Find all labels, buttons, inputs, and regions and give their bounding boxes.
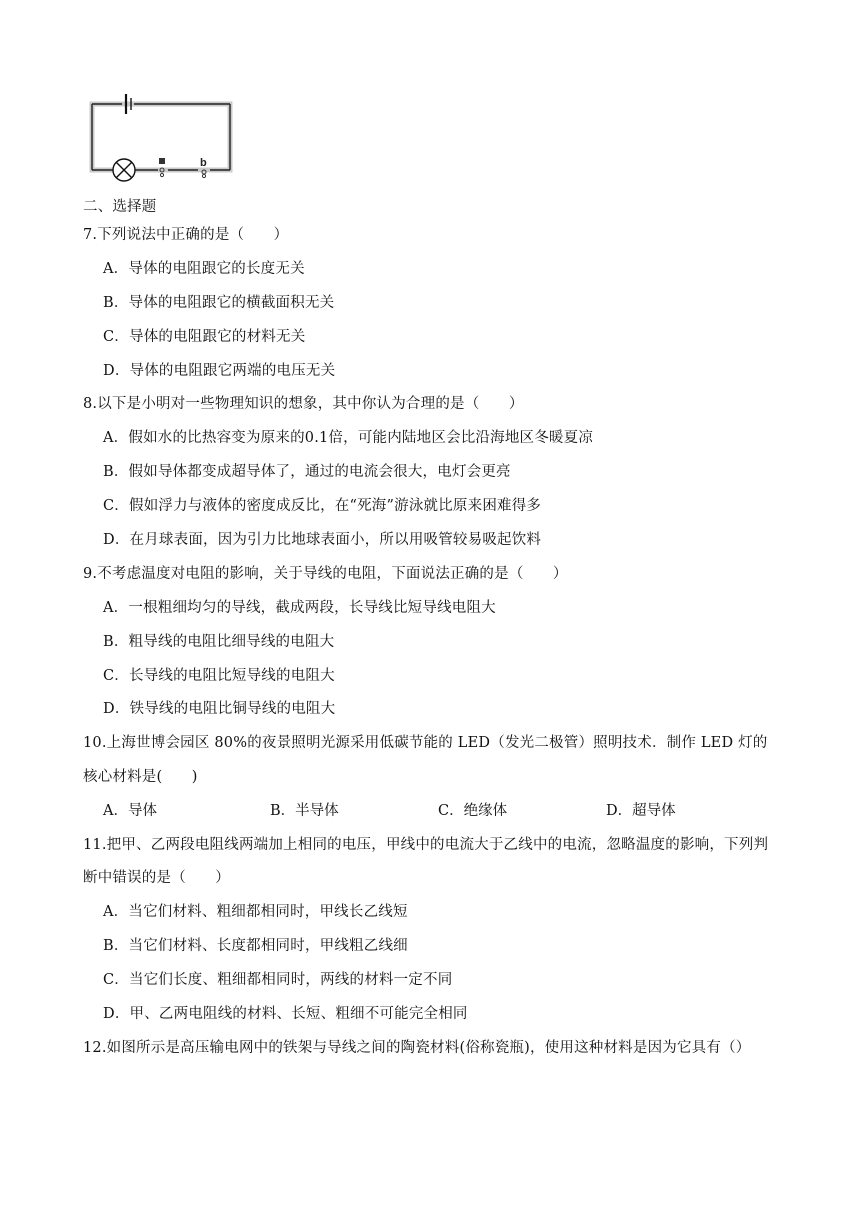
question-7-stem: 7.下列说法中正确的是（ ） (83, 227, 289, 243)
question-9-option-a: A．一根粗细均匀的导线，截成两段，长导线比短导线电阻大 (103, 600, 496, 616)
question-10-stem-line2: 核心材料是( ) (83, 769, 198, 785)
question-8-option-a: A．假如水的比热容变为原来的0.1倍，可能内陆地区会比沿海地区冬暖夏凉 (103, 430, 594, 446)
question-12-stem: 12.如图所示是高压输电网中的铁架与导线之间的陶瓷材料(俗称瓷瓶)，使用这种材料是因为它具有（） (83, 1040, 751, 1056)
question-10-option-b: B．半导体 (270, 803, 339, 819)
section-title: 二、选择题 (83, 199, 157, 215)
question-9-option-d: D．铁导线的电阻比铜导线的电阻大 (103, 701, 336, 717)
clip-b-label: b (200, 157, 207, 169)
question-11-stem-line1: 11.把甲、乙两段电阻线两端加上相同的电压，甲线中的电流大于乙线中的电流，忽略温度的影响，下列判 (83, 837, 769, 853)
question-11-option-c: C．当它们长度、粗细都相同时，两线的材料一定不同 (103, 972, 453, 988)
question-8-option-d: D．在月球表面，因为引力比地球表面小，所以用吸管较易吸起饮料 (103, 532, 542, 548)
question-8-stem: 8.以下是小明对一些物理知识的想象，其中你认为合理的是（ ） (83, 396, 524, 412)
circuit-diagram (86, 86, 236, 186)
question-10-option-a: A．导体 (103, 803, 157, 819)
clip-a (159, 158, 165, 177)
clip-a-label: a (154, 162, 155, 163)
question-9-option-c: C．长导线的电阻比短导线的电阻大 (103, 668, 335, 684)
question-7-option-a: A．导体的电阻跟它的长度无关 (103, 261, 305, 277)
lamp-icon (113, 159, 135, 181)
question-8-option-b: B．假如导体都变成超导体了，通过的电流会很大，电灯会更亮 (103, 464, 511, 480)
clip-b (200, 157, 207, 178)
question-11-stem-line2: 断中错误的是（ ） (83, 870, 230, 886)
question-7-option-c: C．导体的电阻跟它的材料无关 (103, 329, 306, 345)
question-11-option-d: D．甲、乙两电阻线的材料、长短、粗细不可能完全相同 (103, 1006, 468, 1022)
question-7-option-d: D．导体的电阻跟它两端的电压无关 (103, 363, 336, 379)
question-9-stem: 9.不考虑温度对电阻的影响，关于导线的电阻，下面说法正确的是（ ） (83, 566, 568, 582)
question-8-option-c: C．假如浮力与液体的密度成反比，在“死海”游泳就比原来困难得多 (103, 498, 542, 514)
question-10-option-c: C．绝缘体 (438, 803, 508, 819)
question-11-option-a: A．当它们材料、粗细都相同时，甲线长乙线短 (103, 904, 408, 920)
question-7-option-b: B．导体的电阻跟它的横截面积无关 (103, 295, 335, 311)
question-11-option-b: B．当它们材料、长度都相同时，甲线粗乙线细 (103, 938, 408, 954)
question-10-stem-line1: 10.上海世博会园区 80%的夜景照明光源采用低碳节能的 LED（发光二极管）照明技术．制作 LED 灯的 (83, 735, 768, 751)
question-10-option-d: D．超导体 (606, 803, 676, 819)
question-9-option-b: B．粗导线的电阻比细导线的电阻大 (103, 634, 335, 650)
